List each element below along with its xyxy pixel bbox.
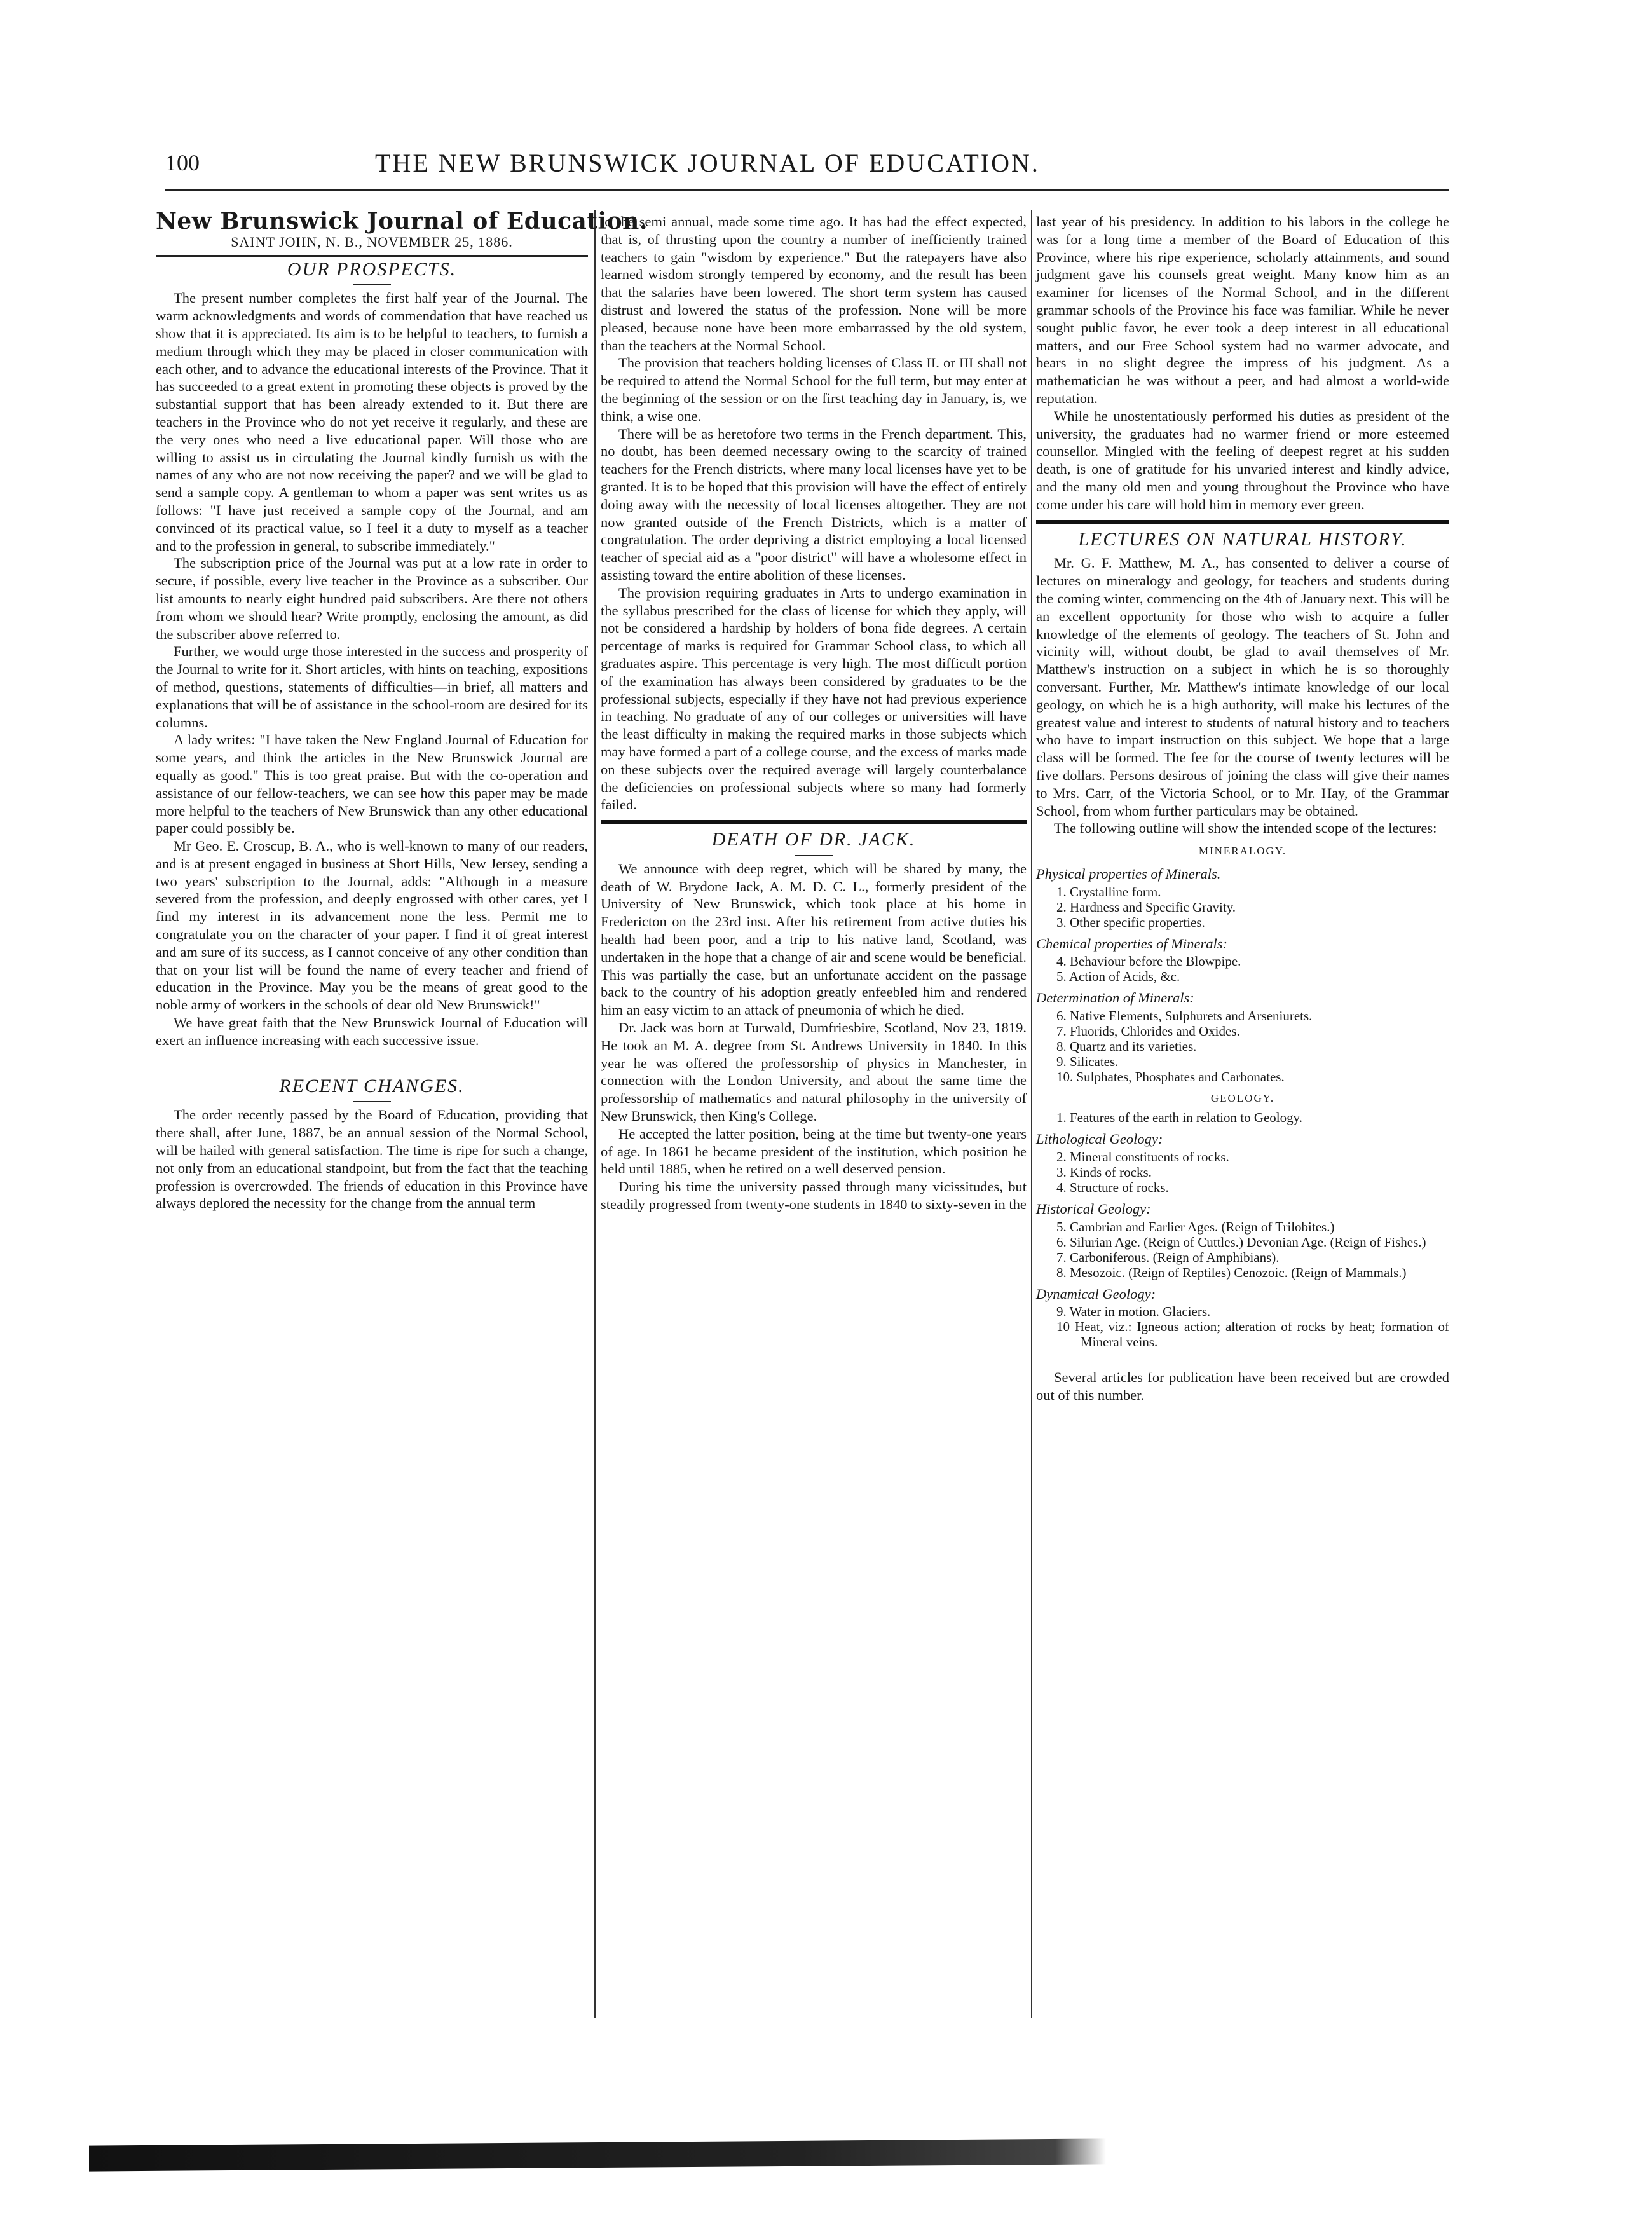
paragraph: Mr. G. F. Matthew, M. A., has consented to deliver a course of lectures on mineralogy and geology, for teachers and students during the coming winter, commencing on the 4th of January next. This will be an excellent opportunity for those who wish to acquire a fuller knowledge of the elements of geology. The teachers of St. John and vicinity will, without doubt, be glad to avail themselves of Mr. Matthew's instruction on a subject in which he is so thoroughly conversant. Further, Mr. Matthew's intimate knowledge of our local geology, on which he is a high authority, will make his lectures of the greatest value and interest to students of natural history and to teachers who have to impart instruction on this subject. We hope that a large class will be formed. The fee for the course of twenty lectures will be five dollars. Persons desirous of joining the class will give their names to Mrs. Carr, of the Victoria School, or to Mr. Hay, of the Grammar School, from whom further particulars may be obtained. (1036, 555, 1449, 819)
paragraph: While he unostentatiously performed his duties as president of the university, the graduates had no warmer friend or more esteemed counsellor. Mingled with the feeling of deepest regret at his sudden death, is one of gratitude for his unvaried interest and kindly advice, and the many old men and young throughout the Province who have come under his care will hold him in memory ever green. (1036, 407, 1449, 512)
page-header (165, 149, 1449, 181)
paragraph: Mr Geo. E. Croscup, B. A., who is well-known to many of our readers, and is at present engaged in business at Short Hills, New Jersey, sending a two years' subscription to the Journal, adds: "Although in a measure severed from the profession, and deeply engrossed with other cares, yet I find my interest in its advancement none the less. Permit me to congratulate you on the character of your paper. I find it of great interest and am sure of its success, as I cannot conceive of any other condition than that on your list will be found the name of every teacher and friend of education in the Province. May you be the means of great good to the noble army of workers in the schools of dear old New Brunswick!" (156, 838, 588, 1013)
list-item: 9. Water in motion. Glaciers. (1056, 1304, 1211, 1320)
paragraph: The subscription price of the Journal was put at a low rate in order to secure, if possible, every live teacher in the Province as a subscriber. Our list amounts to nearly eight hundred paid subscribers. Are there not others from whom we should hear? Write promptly, enclosing the amount, as did the subscriber above referred to. (156, 555, 588, 642)
list-item: 5. Cambrian and Earlier Ages. (Reign of Trilobites.) (1056, 1219, 1335, 1235)
outline-list (1036, 1304, 1449, 1350)
list-item: 8. Mesozoic. (Reign of Reptiles) Cenozoic. (Reign of Mammals.) (1056, 1264, 1407, 1280)
paragraph: We have great faith that the New Brunswick Journal of Education will exert an influence increasing with each successive issue. (156, 1015, 588, 1048)
outline-list (1036, 1219, 1449, 1280)
list-item: 5. Action of Acids, &c. (1056, 969, 1180, 985)
paragraph: He accepted the latter position, being at the time but twenty-one years of age. In 1861 he became president of the institution, which position he held until 1885, when he retired on a well deserved pension. (601, 1125, 1027, 1177)
paragraph: The provision that teachers holding licenses of Class II. or III shall not be required to attend the Normal School for the full term, but may enter at the beginning of the session or on the first teaching day in January, is, we think, a wise one. (601, 355, 1027, 424)
label-determination: Determination of Minerals: (1036, 990, 1194, 1006)
paragraph: During his time the university passed through many vicissitudes, but steadily progressed from twenty-one students in 1840 to sixty-seven in the (601, 1179, 1027, 1213)
paragraph: Further, we would urge those interested in the success and prosperity of the Journal to write for it. Short articles, with hints on teaching, expositions of method, questions, statements of difficulties—in brief, all matters and explanations that will be of assistance in the school-room are desired for its columns. (156, 643, 588, 730)
paragraph: to the semi annual, made some time ago. It has had the effect expected, that is, of thrusting upon the country a number of inefficiently trained teachers to gain "wisdom by experience." But the ratepayers have also learned wisdom strongly tempered by economy, and the result has been that the salaries have been lowered. The short term system has caused distrust and lowered the status of the profession. None will be more pleased, because none have been more embarrassed by the old system, than the teachers at the Normal School. (601, 214, 1027, 353)
masthead: New Brunswick Journal of Education. (156, 208, 648, 235)
header-rule (165, 189, 1449, 191)
list-item: 1. Features of the earth in relation to Geology. (1056, 1110, 1303, 1126)
heading-lectures-natural-history: LECTURES ON NATURAL HISTORY. (1078, 528, 1407, 550)
column-divider-2 (1031, 210, 1032, 2018)
paragraph: The order recently passed by the Board of Education, providing that there shall, after June, 1887, be an annual session of the Normal School, will be hailed with general satisfaction. The time is ripe for such a change, not only from an educational standpoint, but from the fact that the teaching profession is overcrowded. The friends of education in this Province have always deplored the necessity for the change from the annual term (156, 1107, 588, 1212)
outline-list (1036, 1110, 1449, 1125)
list-item: 4. Structure of rocks. (1056, 1179, 1169, 1195)
label-chemical-properties: Chemical properties of Minerals: (1036, 935, 1228, 952)
outline-list (1036, 1008, 1449, 1084)
label-geology: GEOLOGY. (1210, 1092, 1275, 1105)
column-1 (156, 208, 648, 1212)
closing-note: Several articles for publication have been received but are crowded out of this number. (1036, 1369, 1449, 1404)
label-historical: Historical Geology: (1036, 1200, 1151, 1217)
outline-list (1036, 954, 1449, 984)
heading-dash (353, 284, 391, 285)
paragraph: There will be as heretofore two terms in the French department. This, no doubt, has been deemed necessary owing to the scarcity of trained teachers for the French districts, where many local licenses have yet to be granted. It is to be hoped that this provision will have the effect of entirely doing away with the necessity of local licenses altogether. They are not now granted outside of the French Districts, which is a matter of congratulation. The order depriving a district employing a local licensed teacher of special aid as a "poor district" will have a wholesome effect in assisting toward the entire abolition of these licenses. (601, 425, 1027, 583)
column-3 (1036, 213, 1449, 1404)
page-number: 100 (165, 150, 200, 175)
label-mineralogy: MINERALOGY. (1198, 845, 1287, 858)
scan-edge-mark (89, 2138, 1106, 2171)
list-item: 1. Crystalline form. (1056, 884, 1161, 899)
list-item: 8. Quartz and its varieties. (1056, 1039, 1197, 1055)
column-2 (601, 213, 1027, 1214)
section-rule (1036, 520, 1449, 524)
masthead-rule (156, 255, 588, 257)
heading-death-of-dr-jack: DEATH OF DR. JACK. (711, 829, 916, 851)
running-title: THE NEW BRUNSWICK JOURNAL OF EDUCATION. (375, 149, 1040, 177)
heading-recent-changes: RECENT CHANGES. (279, 1075, 465, 1097)
heading-dash (795, 855, 833, 856)
list-item: 6. Native Elements, Sulphurets and Arseniurets. (1056, 1008, 1313, 1024)
list-item: 3. Kinds of rocks. (1056, 1164, 1152, 1180)
paragraph: We announce with deep regret, which will be shared by many, the death of W. Brydone Jack, A. M. D. C. L., formerly president of the University of New Brunswick, which took place at his home in Fredericton on the 23rd inst. After his retirement from active duties his health had been poor, and a trip to his native land, Scotland, was undertaken in the hope that a change of air and scene would be beneficial. This was partially the case, but an unfortunate accident on the passage back to the country of his adoption greatly enfeebled him and rendered him an easy victim to an attack of pneumonia of which he died. (601, 860, 1027, 1018)
list-item: 6. Silurian Age. (Reign of Cuttles.) Devonian Age. (Reign of Fishes.) (1056, 1234, 1426, 1250)
paragraph: A lady writes: "I have taken the New England Journal of Education for some years, and think the articles in the New Brunswick Journal are equally as good." This is too great praise. But with the co-operation and assistance of our fellow-teachers, we can see how this paper may be made more helpful to the teachers of New Brunswick than any other educational paper could possibly be. (156, 732, 588, 837)
outline-list (1036, 1149, 1449, 1195)
list-item: 4. Behaviour before the Blowpipe. (1056, 954, 1241, 969)
paragraph: last year of his presidency. In addition to his labors in the college he was for a long time a member of the Board of Education of this Province, where his ripe experience, scholarly attainments, and sound judgment gave his counsels great weight. Many know him as an examiner for licenses of the Normal School, and in the different grammar schools of the Province his face was familiar. While he never sought public favor, he ever took a deep interest in all educational matters, and our Free School system had no warmer advocate, and bears in no slight degree the impress of his judgment. As a mathematician he was without a peer, and had almost a world-wide reputation. (1036, 214, 1449, 406)
paragraph: The provision requiring graduates in Arts to undergo examination in the syllabus prescribed for the class of license for which they apply, will not be considered a hardship by holders of bona fide degrees. A certain percentage of marks is required for Grammar School class, to which all graduates aspire. This percentage is very high. The most difficult portion of the examination has always been considered by graduates to be the professional subjects, especially if they have not had previous experience in teaching. No graduate of any of our colleges or universities will have the least difficulty in making the required marks in those subjects which may have formed a part of a college course, and the excess of marks made on these subjects over the required average will largely counterbalance the deficiencies on professional subjects where so many had formerly failed. (601, 584, 1027, 813)
heading-dash (353, 1101, 391, 1102)
list-item: 9. Silicates. (1056, 1054, 1119, 1070)
column-divider-1 (594, 210, 596, 2018)
list-item: 2. Mineral constituents of rocks. (1056, 1149, 1229, 1165)
paragraph: The present number completes the first half year of the Journal. The warm acknowledgments and words of commendation that have reached us show that it is appreciated. Its aim is to be helpful to teachers, to furnish a medium through which they may be placed in closer communication with each other, and to advance the educational interests of the Province. That it has succeeded to a great extent in promoting these objects is proved by the substantial support that has been already extended to it. But there are teachers in the Province who do not yet receive it regularly, and these are the very ones who need a live educational paper. Will those who are willing to assist us in circulating the Journal kindly furnish us with the names of any who are not now receiving the paper? and we will be glad to send a sample copy. A gentleman to whom a paper was sent writes us as follows: "I have just received a sample copy of the Journal, and am convinced of its practical value, so I feel it a duty to myself as a teacher and to the profession in general, to subscribe immediately." (156, 290, 588, 554)
list-item: 3. Other specific properties. (1056, 914, 1205, 930)
paragraph: The following outline will show the intended scope of the lectures: (1054, 820, 1437, 837)
dateline: SAINT JOHN, N. B., NOVEMBER 25, 1886. (231, 233, 513, 250)
section-rule (601, 820, 1027, 824)
list-item: 7. Carboniferous. (Reign of Amphibians). (1056, 1249, 1280, 1265)
list-item: 10 Heat, viz.: Igneous action; alteration of rocks by heat; formation of Mineral veins. (1056, 1319, 1449, 1350)
outline-list (1036, 884, 1449, 930)
list-item: 10. Sulphates, Phosphates and Carbonates. (1056, 1069, 1285, 1085)
heading-our-prospects: OUR PROSPECTS. (287, 258, 457, 280)
label-physical-properties: Physical properties of Minerals. (1036, 865, 1221, 882)
list-item: 7. Fluorids, Chlorides and Oxides. (1056, 1023, 1240, 1039)
list-item: 2. Hardness and Specific Gravity. (1056, 899, 1236, 915)
label-lithological: Lithological Geology: (1036, 1131, 1163, 1147)
paragraph: Dr. Jack was born at Turwald, Dumfriesbire, Scotland, Nov 23, 1819. He took an M. A. degree from St. Andrews University in 1840. In this year he was offered the professorship of physics in Manchester, in connection with the London University, and about the same time the professorship of mathematics and natural philosophy in the university of New Brunswick, then King's College. (601, 1020, 1027, 1125)
label-dynamical: Dynamical Geology: (1036, 1285, 1156, 1302)
